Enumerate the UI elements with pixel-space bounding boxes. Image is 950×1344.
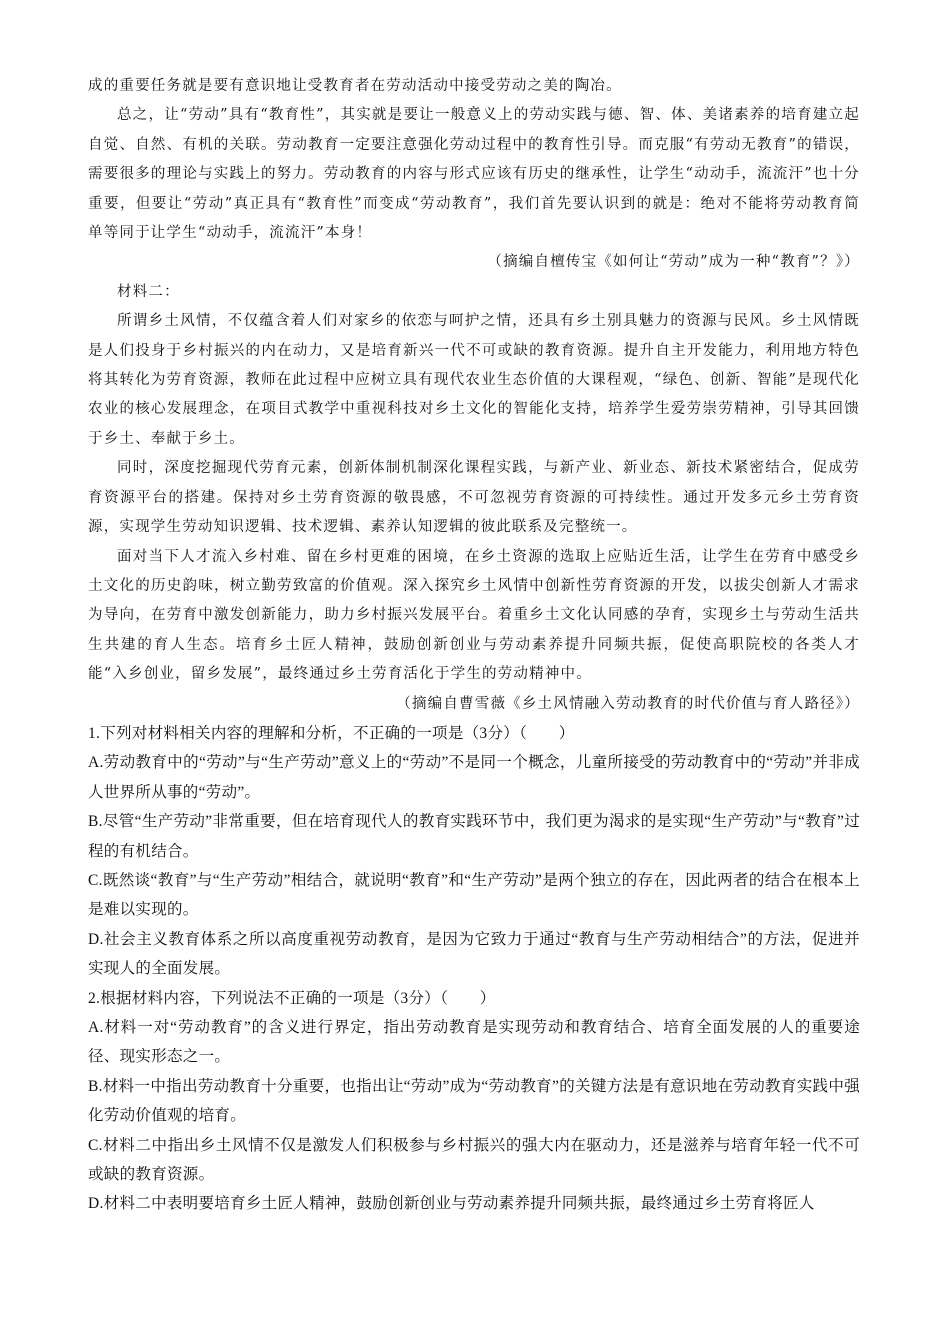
paragraph: 所谓乡土风情，不仅蕴含着人们对家乡的依恋与呵护之情，还具有乡土别具魅力的资源与民风。乡土风情既是人们投身于乡村振兴的内在动力，又是培育新兴一代不可或缺的教育资源。提升自主开发能力，利用地方特色将其转化为劳育资源，教师在此过程中应树立具有现代农业生态价值的大课程观，“绿色、创新、智能”是现代化农业的核心发展理念，在项目式教学中重视科技对乡土文化的智能化支持，培养学生爱劳崇劳精神，引导其回馈于乡土、奉献于乡土。 — [88, 313, 860, 447]
answer-option: D.社会主义教育体系之所以高度重视劳动教育，是因为它致力于通过“教育与生产劳动相结合”的方法，促进并实现人的全面发展。 — [88, 930, 860, 978]
answer-option: B.材料一中指出劳动教育十分重要，也指出让“劳动”成为“劳动教育”的关键方法是有意识地在劳动教育实践中强化劳动价值观的培育。 — [88, 1077, 860, 1125]
paragraph: 同时，深度挖掘现代劳育元素，创新体制机制深化课程实践，与新产业、新业态、新技术紧密结合，促成劳育资源平台的搭建。保持对乡土劳育资源的敬畏感，不可忽视劳育资源的可持续性。通过开发多元乡土劳育资源，实现学生劳动知识逻辑、技术逻辑、素养认知逻辑的彼此联系及完整统一。 — [88, 460, 860, 536]
document-page — [88, 72, 860, 1219]
answer-option: A.材料一对“劳动教育”的含义进行界定，指出劳动教育是实现劳动和教育结合、培育全面发展的人的重要途径、现实形态之一。 — [88, 1019, 860, 1066]
paragraph: 成的重要任务就是要有意识地让受教育者在劳动活动中接受劳动之美的陶冶。 — [88, 78, 622, 94]
answer-option: C.材料二中指出乡土风情不仅是激发人们积极参与乡村振兴的强大内在驱动力，还是滋养与培育年轻一代不可或缺的教育资源。 — [88, 1136, 860, 1184]
answer-option: D.材料二中表明要培育乡土匠人精神，鼓励创新创业与劳动素养提升同频共振，最终通过乡土劳育将匠人 — [88, 1195, 815, 1213]
section-heading: 材料二： — [117, 283, 180, 300]
answer-option: B.尽管“生产劳动”非常重要，但在培育现代人的教育实践环节中，我们更为渴求的是实现“生产劳动”与“教育”过程的有机结合。 — [88, 813, 860, 860]
question-stem: 2.根据材料内容，下列说法不正确的一项是（3分）（ ） — [88, 989, 496, 1007]
source-citation: （摘编自檀传宝《如何让“劳动”成为一种“教育”？》） — [487, 254, 860, 271]
answer-option: C.既然谈“教育”与“生产劳动”相结合，就说明“教育”和“生产劳动”是两个独立的存在，因此两者的结合在根本上是难以实现的。 — [88, 871, 860, 919]
source-citation: （摘编自曹雪薇《乡土风情融入劳动教育的时代价值与育人路径》） — [396, 695, 860, 712]
question-stem: 1.下列对材料相关内容的理解和分析，不正确的一项是（3分）（ ） — [88, 724, 575, 742]
answer-option: A.劳动教育中的“劳动”与“生产劳动”意义上的“劳动”不是同一个概念，儿童所接受的劳动教育中的“劳动”并非成人世界所从事的“劳动”。 — [88, 754, 860, 801]
paragraph: 总之，让“劳动”具有“教育性”，其实就是要让一般意义上的劳动实践与德、智、体、美诸素养的培育建立起自觉、自然、有机的关联。劳动教育一定要注意强化劳动过程中的教育性引导。而克服“有劳动无教育”的错误，需要很多的理论与实践上的努力。劳动教育的内容与形式应该有历史的继承性，让学生“动动手，流流汗”也十分重要，但要让“劳动”真正具有“教育性”而变成“劳动教育”，我们首先要认识到的就是：绝对不能将劳动教育简单等同于让学生“动动手，流流汗”本身！ — [88, 107, 860, 242]
paragraph: 面对当下人才流入乡村难、留在乡村更难的困境，在乡土资源的选取上应贴近生活，让学生在劳育中感受乡土文化的历史韵味，树立勤劳致富的价值观。深入探究乡土风情中创新性劳育资源的开发，以拔尖创新人才需求为导向，在劳育中激发创新能力，助力乡村振兴发展平台。着重乡土文化认同感的孕育，实现乡土与劳动生活共生共建的育人生态。培育乡土匠人精神，鼓励创新创业与劳动素养提升同频共振，促使高职院校的各类人才能“入乡创业，留乡发展”，最终通过乡土劳育活化于学生的劳动精神中。 — [88, 548, 860, 683]
